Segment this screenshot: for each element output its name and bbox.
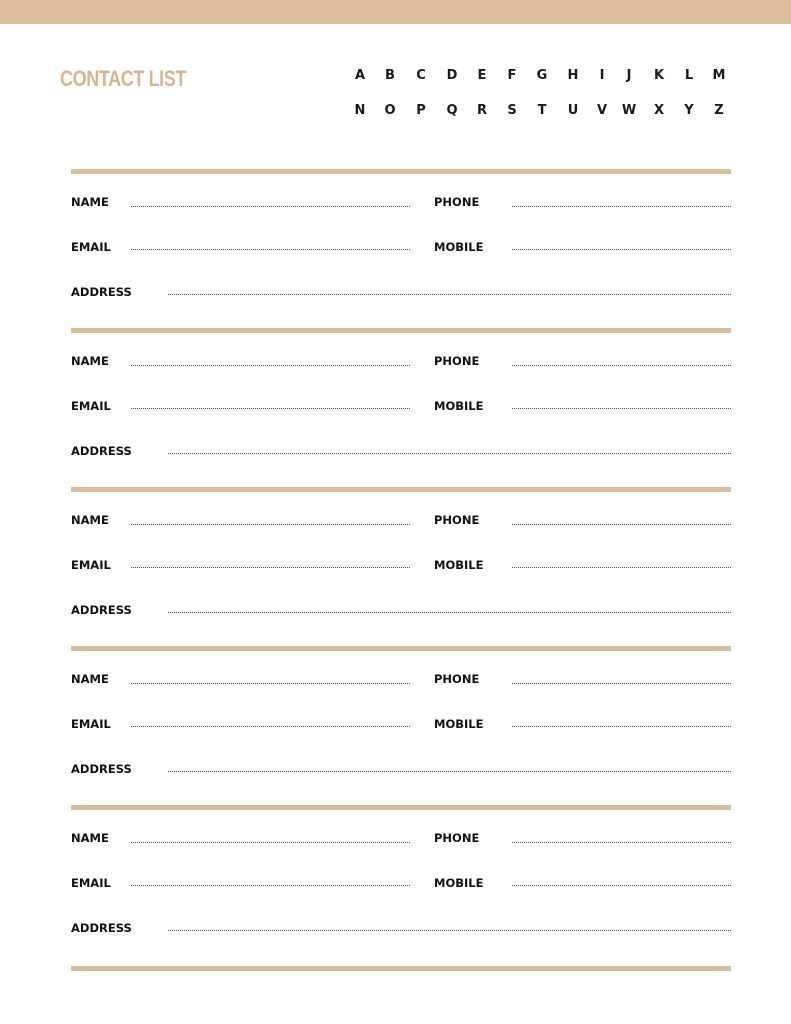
entry-divider [71, 328, 731, 333]
address-field[interactable] [168, 294, 731, 295]
name-label: NAME [71, 831, 109, 845]
email-field[interactable] [131, 408, 410, 409]
alphabet-letter-i[interactable]: I [599, 68, 605, 83]
alphabet-letter-p[interactable]: P [416, 103, 426, 118]
alphabet-letter-m[interactable]: M [712, 68, 726, 83]
phone-field[interactable] [512, 524, 731, 525]
email-label: EMAIL [71, 240, 111, 254]
alphabet-letter-a[interactable]: A [354, 68, 366, 83]
name-label: NAME [71, 513, 109, 527]
entry-divider [71, 169, 731, 174]
alphabet-letter-g[interactable]: G [536, 68, 548, 83]
closing-divider [71, 966, 731, 971]
phone-label: PHONE [434, 195, 480, 209]
mobile-field[interactable] [512, 408, 731, 409]
address-label: ADDRESS [71, 444, 132, 458]
phone-field[interactable] [512, 683, 731, 684]
alphabet-letter-r[interactable]: R [476, 103, 487, 118]
alphabet-letter-b[interactable]: B [385, 68, 395, 83]
mobile-label: MOBILE [434, 240, 484, 254]
address-label: ADDRESS [71, 762, 132, 776]
mobile-field[interactable] [512, 726, 731, 727]
name-field[interactable] [131, 842, 410, 843]
mobile-field[interactable] [512, 567, 731, 568]
alphabet-letter-h[interactable]: H [567, 68, 579, 83]
mobile-label: MOBILE [434, 558, 484, 572]
name-field[interactable] [131, 524, 410, 525]
alphabet-letter-j[interactable]: J [626, 68, 632, 83]
phone-label: PHONE [434, 354, 480, 368]
phone-field[interactable] [512, 206, 731, 207]
mobile-field[interactable] [512, 885, 731, 886]
address-field[interactable] [168, 771, 731, 772]
alphabet-letter-e[interactable]: E [477, 68, 487, 83]
alphabet-letter-w[interactable]: W [621, 103, 637, 118]
email-field[interactable] [131, 726, 410, 727]
name-field[interactable] [131, 206, 410, 207]
alphabet-letter-t[interactable]: T [537, 103, 547, 118]
alphabet-letter-o[interactable]: O [384, 103, 396, 118]
address-field[interactable] [168, 453, 731, 454]
mobile-label: MOBILE [434, 717, 484, 731]
name-label: NAME [71, 354, 109, 368]
phone-field[interactable] [512, 365, 731, 366]
alphabet-letter-v[interactable]: V [596, 103, 608, 118]
phone-label: PHONE [434, 831, 480, 845]
name-field[interactable] [131, 365, 410, 366]
alphabet-letter-s[interactable]: S [507, 103, 517, 118]
phone-label: PHONE [434, 672, 480, 686]
alphabet-letter-d[interactable]: D [446, 68, 458, 83]
entry-divider [71, 487, 731, 492]
mobile-label: MOBILE [434, 399, 484, 413]
email-label: EMAIL [71, 558, 111, 572]
alphabet-letter-u[interactable]: U [567, 103, 579, 118]
alphabet-letter-y[interactable]: Y [684, 103, 694, 118]
alphabet-letter-c[interactable]: C [416, 68, 426, 83]
email-label: EMAIL [71, 876, 111, 890]
name-label: NAME [71, 672, 109, 686]
email-field[interactable] [131, 249, 410, 250]
alphabet-letter-x[interactable]: X [653, 103, 665, 118]
alphabet-letter-z[interactable]: Z [714, 103, 724, 118]
address-label: ADDRESS [71, 285, 132, 299]
entry-divider [71, 646, 731, 651]
address-field[interactable] [168, 930, 731, 931]
address-field[interactable] [168, 612, 731, 613]
address-label: ADDRESS [71, 603, 132, 617]
email-label: EMAIL [71, 717, 111, 731]
entry-divider [71, 805, 731, 810]
name-field[interactable] [131, 683, 410, 684]
alphabet-letter-f[interactable]: F [507, 68, 517, 83]
page-title: CONTACT LIST [60, 66, 187, 91]
name-label: NAME [71, 195, 109, 209]
email-field[interactable] [131, 885, 410, 886]
top-accent-band [0, 0, 791, 24]
alphabet-letter-k[interactable]: K [653, 68, 665, 83]
alphabet-letter-n[interactable]: N [354, 103, 366, 118]
email-label: EMAIL [71, 399, 111, 413]
address-label: ADDRESS [71, 921, 132, 935]
phone-label: PHONE [434, 513, 480, 527]
mobile-field[interactable] [512, 249, 731, 250]
alphabet-letter-l[interactable]: L [684, 68, 694, 83]
mobile-label: MOBILE [434, 876, 484, 890]
phone-field[interactable] [512, 842, 731, 843]
alphabet-letter-q[interactable]: Q [446, 103, 458, 118]
email-field[interactable] [131, 567, 410, 568]
